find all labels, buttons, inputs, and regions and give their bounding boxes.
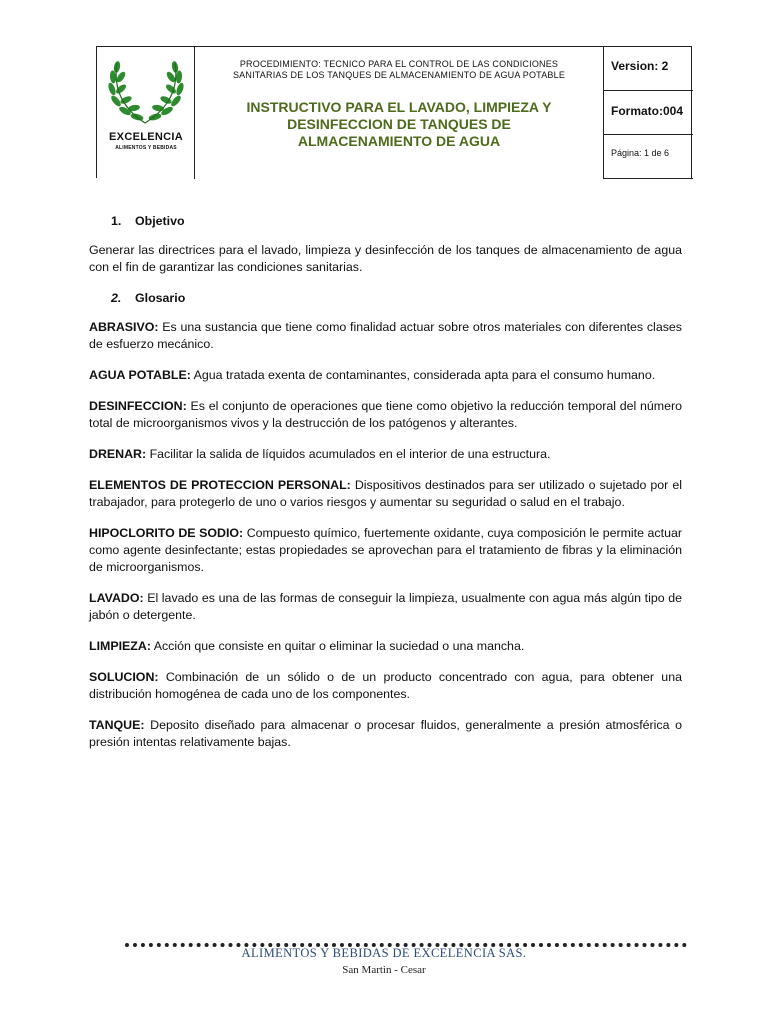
glossary-entry [89, 319, 682, 353]
glossary-term: AGUA POTABLE: [89, 368, 191, 382]
glossary-term: TANQUE: [89, 718, 145, 732]
company-subtitle: ALIMENTOS Y BEBIDAS [115, 145, 177, 151]
glossary-term: ABRASIVO: [89, 320, 159, 334]
format-label: Formato:004 [604, 91, 693, 135]
glossary-entry [89, 717, 682, 751]
procedure-title [195, 59, 603, 81]
document-body [89, 213, 682, 765]
glossary-entry [89, 446, 682, 463]
document-title-line: DESINFECCION DE TANQUES DE [287, 116, 511, 132]
glossary-definition: Combinación de un sólido o de un producto concentrado con agua, para obtener una distribución homogénea de cada uno de los componentes. [89, 670, 682, 701]
glossary-entry [89, 398, 682, 432]
document-title [195, 99, 603, 150]
glossary-term: HIPOCLORITO DE SODIO: [89, 526, 244, 540]
glossary-term: SOLUCION: [89, 670, 159, 684]
glossary-definition: Deposito diseñado para almacenar o procesar fluidos, generalmente a presión atmosférica o presión intentas relativamente bajas. [89, 718, 682, 749]
procedure-line: SANITARIAS DE LOS TANQUES DE ALMACENAMIENTO DE AGUA POTABLE [232, 70, 566, 80]
section-number: 1. [111, 214, 122, 228]
page-number: Página: 1 de 6 [604, 135, 693, 179]
glossary-entry [89, 669, 682, 703]
glossary-definition: Es una sustancia que tiene como finalidad actuar sobre otros materiales con diferentes clases de esfuerzo mecánico. [89, 320, 682, 351]
version-label: Version: 2 [604, 47, 693, 91]
footer-city: San Martin - Cesar [342, 964, 426, 976]
glossary-definition: Agua tratada exenta de contaminantes, considerada apta para el consumo humano. [193, 368, 656, 382]
footer-company-name: ALIMENTOS Y BEBIDAS DE EXCELENCIA SAS. [241, 946, 527, 960]
glossary-definition: Compuesto químico, fuertemente oxidante, cuya composición le permite actuar como agente desinfectante; estas propiedades se aprovechan para el tratamiento de fibras y la eliminación de microorganismos. [89, 526, 682, 574]
glossary-entry [89, 590, 682, 624]
glossary-entry [89, 367, 682, 384]
section-heading-glossary [111, 290, 682, 307]
glossary-definition: Dispositivos destinados para ser utilizado o sujetado por el trabajador, para protegerlo de uno o varios riesgos y aumentar su seguridad o salud en el trabajo. [89, 478, 682, 509]
procedure-line: PROCEDIMIENTO: TECNICO PARA EL CONTROL DE LAS CONDICIONES [239, 59, 559, 69]
document-title-line: ALMACENAMIENTO DE AGUA [297, 133, 501, 149]
glossary-definition: El lavado es una de las formas de conseguir la limpieza, usualmente con agua más algún tipo de jabón o detergente. [89, 591, 682, 622]
section-number: 2. [111, 291, 122, 305]
glossary-entry [89, 638, 682, 655]
glossary-entry [89, 525, 682, 576]
objective-text: Generar las directrices para el lavado, limpieza y desinfección de los tanques de almacenamiento de agua con el fin de garantizar las condiciones sanitarias. [89, 243, 682, 274]
laurel-wreath-icon [105, 61, 187, 127]
glossary-term: LIMPIEZA: [89, 639, 151, 653]
glossary-definition: Es el conjunto de operaciones que tiene como objetivo la reducción temporal del número total de microorganismos vivos y la destrucción de los patógenos y alterantes. [89, 399, 682, 430]
glossary-entry [89, 477, 682, 511]
company-logo [97, 47, 195, 179]
section-title: Glosario [135, 291, 186, 305]
document-title-line: INSTRUCTIVO PARA EL LAVADO, LIMPIEZA Y [246, 99, 552, 115]
document-header [96, 46, 692, 178]
document-control-cell [603, 47, 693, 179]
glossary-definition: Acción que consiste en quitar o eliminar la suciedad o una mancha. [153, 639, 525, 653]
glossary-term: LAVADO: [89, 591, 144, 605]
section-title: Objetivo [135, 214, 185, 228]
company-name: EXCELENCIA [109, 131, 183, 143]
section-heading-objective [111, 213, 682, 230]
glossary-definition: Facilitar la salida de líquidos acumulados en el interior de una estructura. [149, 447, 551, 461]
glossary-term: DRENAR: [89, 447, 147, 461]
glossary-term: ELEMENTOS DE PROTECCION PERSONAL: [89, 478, 351, 492]
glossary-term: DESINFECCION: [89, 399, 187, 413]
header-title-cell [195, 47, 603, 179]
